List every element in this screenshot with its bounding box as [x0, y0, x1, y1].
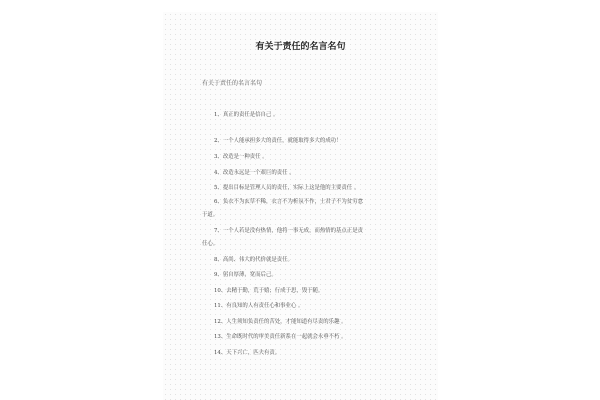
- list-item: 4、改造永远是一个艰巨的责任 。: [214, 170, 295, 176]
- list-item: 11、有良知的人有责任心和事业心 。: [214, 303, 304, 309]
- document-title: 有关于责任的名言名句: [255, 42, 346, 52]
- list-item: 13、生命既时代的审美责任新系在一起就会永垂不朽 。: [214, 334, 347, 340]
- list-item: 7、一个人若是没有热情，他将一事无成，而热情的基点正是责: [214, 228, 363, 234]
- list-item: 8、高尚、伟大的代价就是责任。: [214, 257, 293, 263]
- list-item-continuation: 于道。: [202, 212, 219, 218]
- list-item: 2、一个人能承担多大的责任，就能取得多大的成功！: [214, 138, 342, 144]
- document-page: [163, 12, 438, 400]
- list-item: 12、人生须知负责任的苦处，才能知道有尽责的乐趣 。: [214, 319, 347, 325]
- list-item-continuation: 任心。: [202, 241, 219, 247]
- list-item: 5、提出目标是管理人员的责任，实际上这是他的主要责任 。: [214, 185, 360, 191]
- list-item: 9、躬自厚薄，宽而后己。: [214, 272, 277, 278]
- list-item: 14、天下兴亡，匹夫有责。: [214, 350, 281, 356]
- list-item: 3、改造是一种责任 。: [214, 154, 268, 160]
- list-item: 1、真正的责任是信自己 。: [214, 112, 279, 118]
- document-subtitle: 有关于责任的名言名句: [202, 80, 263, 87]
- list-item: 6、负衣不为玄草不稀，衣言不为析氛不作，士君子不为贫穷怠: [214, 199, 363, 205]
- list-item: 10、去精于勤，荒于嬉；行成于思，毁于随。: [214, 288, 324, 294]
